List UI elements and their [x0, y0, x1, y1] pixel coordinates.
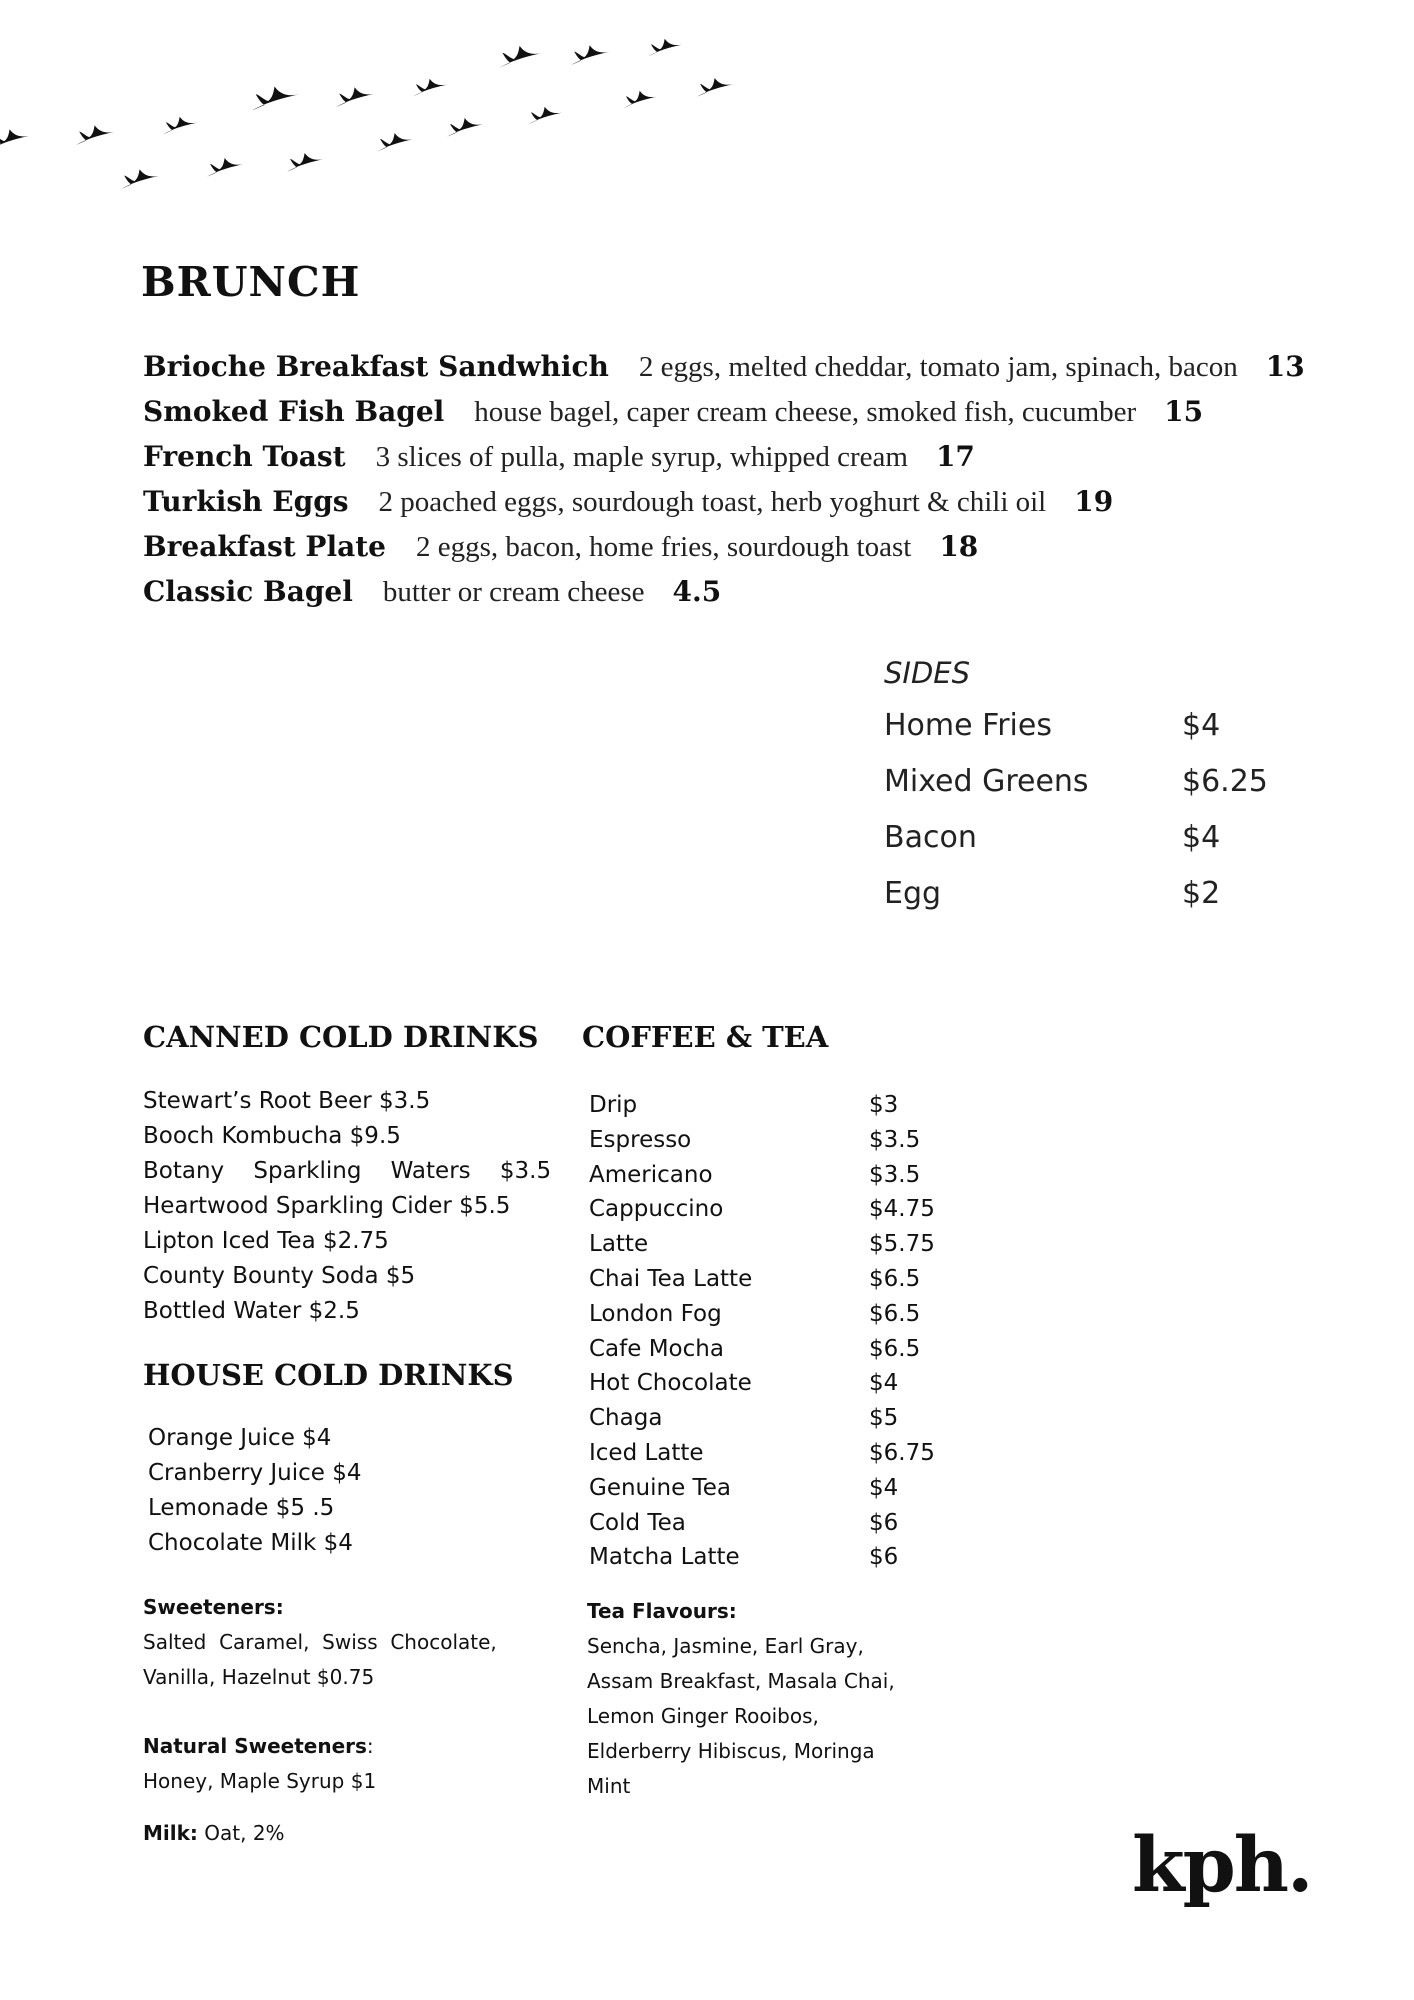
natural-sweeteners-colon: :: [366, 1734, 374, 1758]
coffee-item: [589, 1158, 935, 1193]
brunch-item-desc: butter or cream cheese: [382, 576, 645, 608]
coffee-item-name: Chaga: [589, 1405, 663, 1432]
canned-drinks-heading: CANNED COLD DRINKS: [143, 1020, 539, 1054]
house-drink-item: Cranberry Juice $4: [148, 1460, 362, 1486]
canned-drink-item: County Bounty Soda $5: [143, 1263, 416, 1289]
side-item: [884, 876, 1284, 932]
brunch-item-desc: 2 eggs, melted cheddar, tomato jam, spinach, bacon: [638, 351, 1238, 383]
canned-drink-item: Booch Kombucha $9.5: [143, 1123, 401, 1149]
coffee-item-name: London Fog: [589, 1300, 722, 1327]
house-drink-item: Lemonade $5 .5: [148, 1495, 335, 1521]
coffee-item: [589, 1192, 935, 1227]
side-item-name: Mixed Greens: [884, 764, 1089, 799]
brunch-item-price: 18: [939, 530, 979, 563]
coffee-item-price: $3: [869, 1092, 899, 1118]
brunch-item-name: Turkish Eggs: [143, 485, 349, 518]
coffee-item-name: Latte: [589, 1231, 649, 1258]
coffee-item: [589, 1471, 935, 1506]
coffee-item: [589, 1332, 935, 1367]
coffee-item-price: $6.5: [869, 1335, 921, 1362]
coffee-item: [589, 1297, 935, 1332]
coffee-item-name: Matcha Latte: [589, 1544, 740, 1571]
side-item: [884, 764, 1284, 820]
coffee-item: [589, 1262, 935, 1297]
natural-sweeteners-line: Honey, Maple Syrup $1: [143, 1769, 377, 1793]
tea-flavours-label: Tea Flavours:: [587, 1599, 737, 1623]
house-drink-item: Chocolate Milk $4: [148, 1530, 353, 1556]
side-item-price: $2: [1182, 876, 1221, 911]
brunch-item-desc: 3 slices of pulla, maple syrup, whipped cream: [375, 441, 908, 473]
coffee-item: [589, 1436, 935, 1471]
kph-logo: kph.: [1132, 1820, 1312, 1909]
brunch-item: [143, 395, 1343, 440]
coffee-item: [589, 1401, 935, 1436]
side-item-name: Egg: [884, 876, 942, 911]
coffee-item-price: $4: [869, 1474, 899, 1501]
sides-heading: SIDES: [884, 656, 971, 690]
canned-drink-item: Heartwood Sparkling Cider $5.5: [143, 1193, 511, 1219]
brunch-item: [143, 440, 1343, 485]
side-item: [884, 820, 1284, 876]
coffee-item: [589, 1366, 935, 1401]
brunch-item-price: 17: [935, 440, 975, 473]
coffee-item-name: Hot Chocolate: [589, 1370, 752, 1397]
coffee-item-price: $5: [869, 1405, 899, 1432]
coffee-item-price: $6: [869, 1544, 899, 1571]
coffee-item-price: $3.5: [869, 1161, 921, 1188]
sweeteners-label: Sweeteners:: [143, 1595, 284, 1619]
coffee-item: [589, 1227, 935, 1262]
canned-drinks-list: [143, 1084, 551, 1329]
tea-flavours-line: Sencha, Jasmine, Earl Gray,: [587, 1634, 864, 1658]
brunch-item-name: Smoked Fish Bagel: [143, 395, 445, 428]
brunch-item-price: 19: [1074, 485, 1114, 518]
milk-label: Milk:: [143, 1821, 198, 1845]
coffee-item-name: Cappuccino: [589, 1196, 724, 1223]
side-item-name: Home Fries: [884, 708, 1052, 743]
brunch-item-price: 15: [1164, 395, 1204, 428]
coffee-tea-list: [589, 1088, 935, 1575]
tea-flavours-note: [587, 1594, 895, 1804]
coffee-item-price: $6: [869, 1509, 899, 1536]
coffee-item: [589, 1506, 935, 1541]
sweeteners-line: Vanilla, Hazelnut $0.75: [143, 1665, 375, 1689]
flock-of-birds-icon: [0, 30, 760, 200]
canned-drink-item: Bottled Water $2.5: [143, 1298, 360, 1324]
brunch-item-desc: 2 eggs, bacon, home fries, sourdough toast: [416, 531, 912, 563]
canned-drink-item: Botany Sparkling Waters $3.5: [143, 1158, 552, 1184]
brunch-item-name: Brioche Breakfast Sandwhich: [143, 350, 609, 383]
coffee-item-price: $6.5: [869, 1300, 921, 1327]
tea-flavours-line: Elderberry Hibiscus, Moringa: [587, 1739, 875, 1763]
coffee-item-name: Drip: [589, 1092, 638, 1118]
coffee-item-price: $4.75: [869, 1196, 935, 1223]
house-drinks-heading: HOUSE COLD DRINKS: [143, 1358, 514, 1392]
natural-sweeteners-label: Natural Sweeteners: [143, 1734, 367, 1758]
sides-section: [884, 656, 1284, 932]
side-item: [884, 708, 1284, 764]
canned-drink-item: Lipton Iced Tea $2.75: [143, 1228, 389, 1254]
coffee-item-price: $3.5: [869, 1126, 921, 1153]
coffee-item: [589, 1123, 935, 1158]
brunch-heading: BRUNCH: [141, 258, 361, 306]
brunch-item: [143, 350, 1343, 395]
coffee-item: [589, 1540, 935, 1575]
brunch-item-name: French Toast: [143, 440, 346, 473]
sweeteners-line: Salted Caramel, Swiss Chocolate,: [143, 1630, 497, 1654]
brunch-item-name: Classic Bagel: [143, 575, 353, 608]
tea-flavours-line: Lemon Ginger Rooibos,: [587, 1704, 819, 1728]
brunch-item: [143, 485, 1343, 530]
canned-drink-item: Stewart’s Root Beer $3.5: [143, 1088, 431, 1114]
sweeteners-note: [143, 1590, 497, 1695]
side-item-price: $4: [1182, 708, 1221, 743]
brunch-item-name: Breakfast Plate: [143, 530, 386, 563]
milk-note: [143, 1816, 285, 1851]
coffee-item: [589, 1088, 935, 1123]
brunch-item-price: 13: [1265, 350, 1305, 383]
brunch-list: [143, 350, 1343, 620]
coffee-item-name: Espresso: [589, 1126, 692, 1153]
coffee-item-name: Cold Tea: [589, 1509, 686, 1536]
coffee-item-name: Cafe Mocha: [589, 1335, 724, 1362]
side-item-price: $4: [1182, 820, 1221, 855]
coffee-item-price: $6.75: [869, 1439, 935, 1466]
house-drink-item: Orange Juice $4: [148, 1425, 332, 1451]
natural-sweeteners-note: [143, 1729, 376, 1799]
brunch-item: [143, 575, 1343, 620]
coffee-tea-heading: COFFEE & TEA: [582, 1020, 829, 1054]
side-item-price: $6.25: [1182, 764, 1268, 799]
brunch-item-price: 4.5: [672, 575, 722, 608]
coffee-item-name: Iced Latte: [589, 1439, 704, 1466]
coffee-item-price: $6.5: [869, 1265, 921, 1292]
brunch-item-desc: house bagel, caper cream cheese, smoked fish, cucumber: [474, 396, 1137, 428]
tea-flavours-line: Assam Breakfast, Masala Chai,: [587, 1669, 895, 1693]
brunch-item: [143, 530, 1343, 575]
coffee-item-price: $4: [869, 1370, 899, 1397]
house-drinks-list: [148, 1421, 362, 1561]
milk-value: Oat, 2%: [197, 1821, 285, 1845]
coffee-item-name: Americano: [589, 1161, 713, 1188]
coffee-item-name: Genuine Tea: [589, 1474, 731, 1501]
brunch-item-desc: 2 poached eggs, sourdough toast, herb yoghurt & chili oil: [378, 486, 1047, 518]
coffee-item-price: $5.75: [869, 1231, 935, 1258]
tea-flavours-line: Mint: [587, 1774, 631, 1798]
coffee-item-name: Chai Tea Latte: [589, 1265, 753, 1292]
side-item-name: Bacon: [884, 820, 977, 855]
